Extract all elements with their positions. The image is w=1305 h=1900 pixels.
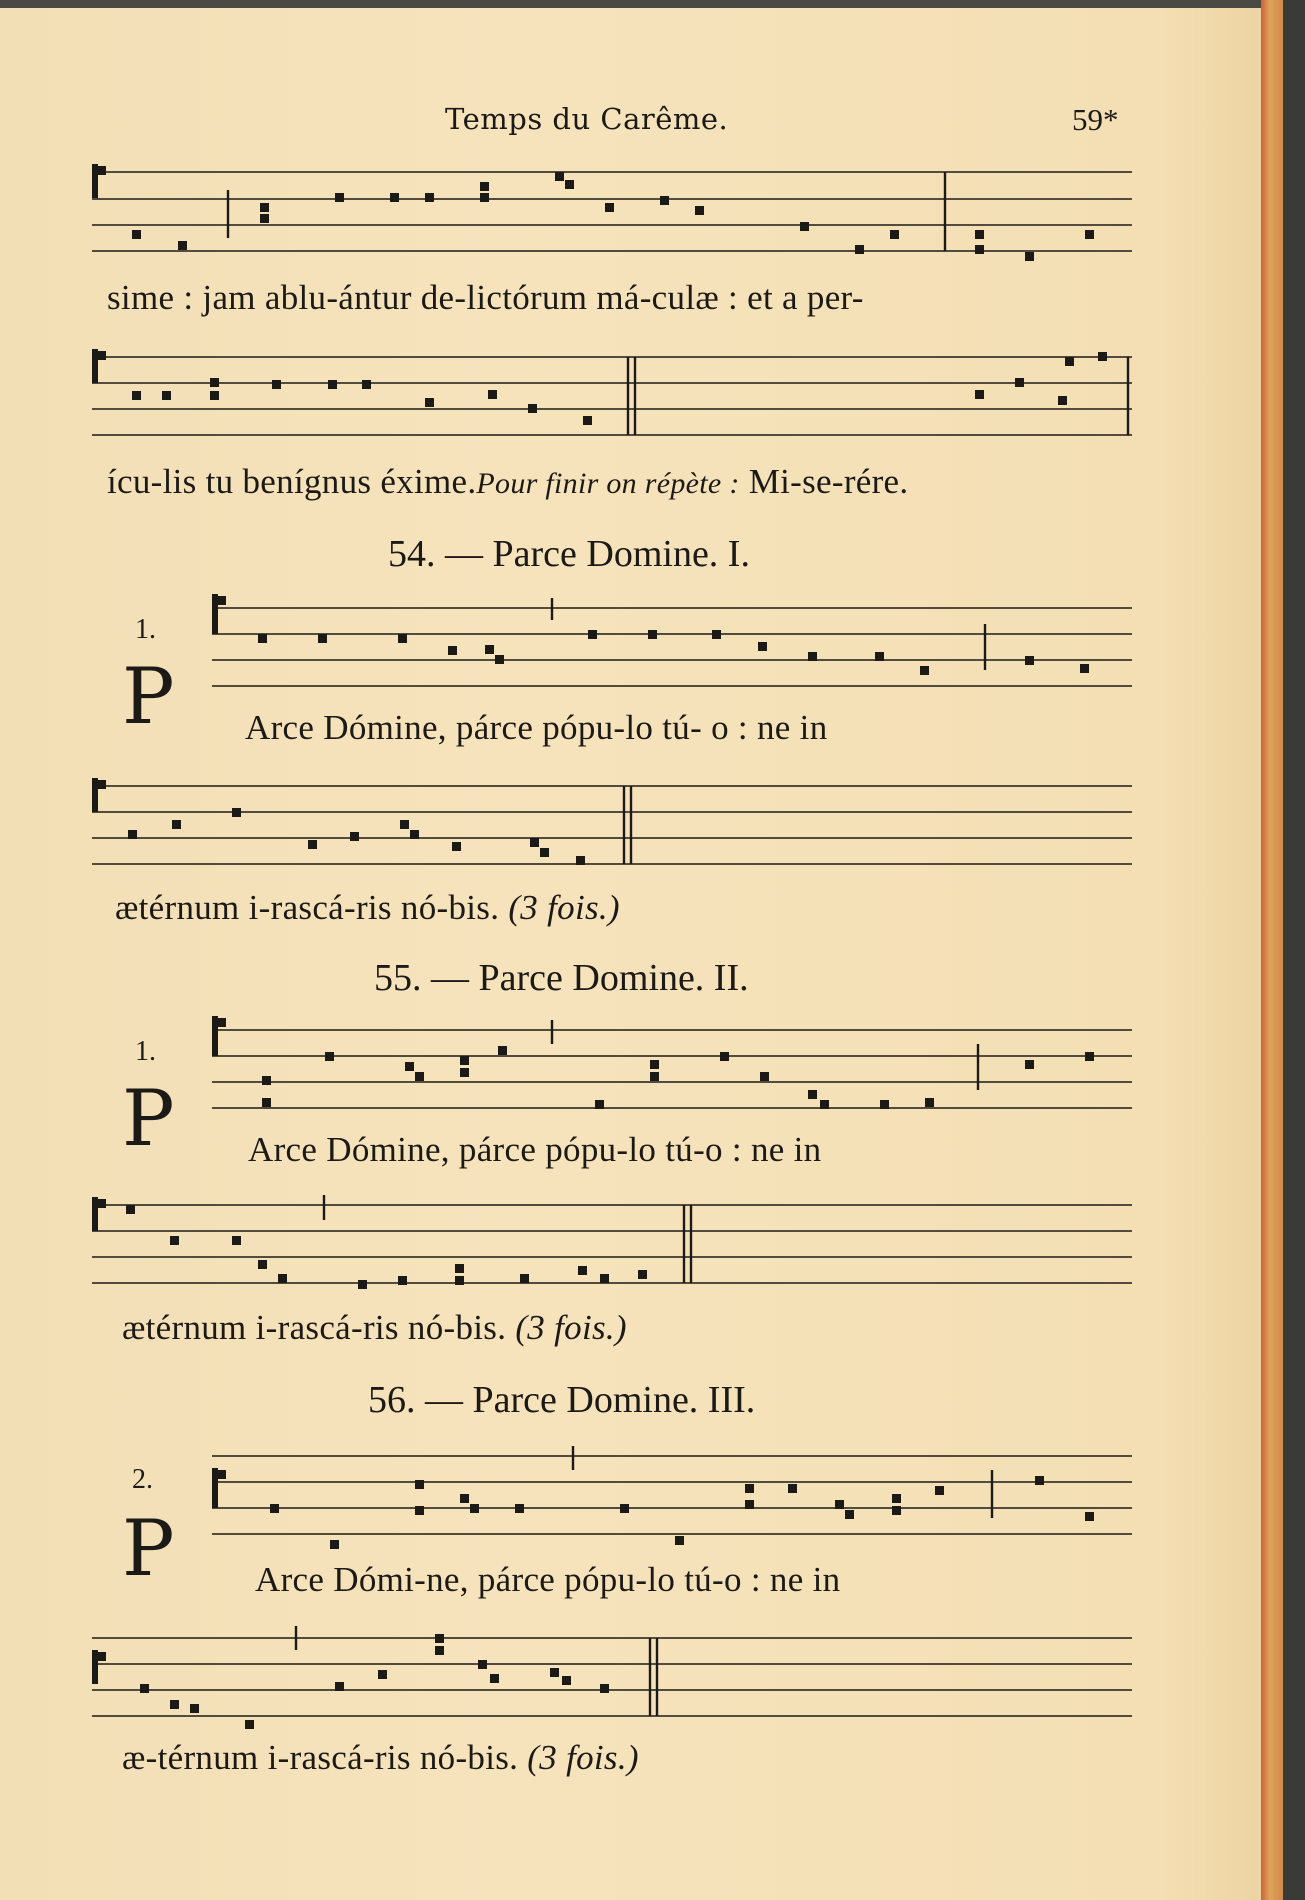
- rubric: (3 fois.): [515, 1308, 627, 1347]
- chant-54-initial: P: [122, 652, 175, 742]
- chant-54-lyric-2: [115, 888, 620, 928]
- chant-54-lyric-1: Arce Dómine, párce pópu-lo tú- o : ne in: [245, 708, 828, 747]
- chant-55-initial: P: [122, 1074, 175, 1164]
- chant-54-mode: 1.: [135, 614, 156, 645]
- lyric-main: ícu-lis tu benígnus éxime.: [107, 462, 477, 501]
- staff-lines: [92, 172, 1132, 1716]
- chant-56-mode: 2.: [132, 1464, 153, 1495]
- lyric-line-1: sime : jam ablu-ántur de-lictórum má-culæ : et a per-: [107, 278, 864, 317]
- lyric-main: æ-térnum i-rascá-ris nó-bis.: [122, 1738, 519, 1777]
- rubric: (3 fois.): [508, 888, 620, 927]
- neumes: [126, 172, 1107, 1729]
- chant-56-lyric-1: Arce Dómi-ne, párce pópu-lo tú-o : ne in: [255, 1560, 841, 1599]
- bar-lines: [228, 172, 1128, 1716]
- chant-56-lyric-2: [122, 1738, 639, 1778]
- lyric-line-2: [107, 462, 908, 502]
- lyric-end: Mi-se-rére.: [748, 462, 909, 501]
- chant-56-initial: P: [122, 1504, 175, 1594]
- chant-55-heading: 55. — Parce Domine. II.: [374, 957, 749, 999]
- header-title: Temps du Carême.: [445, 102, 729, 136]
- chant-55-mode: 1.: [135, 1036, 156, 1067]
- chant-56-heading: 56. — Parce Domine. III.: [368, 1379, 756, 1421]
- rubric: (3 fois.): [527, 1738, 639, 1777]
- rubric: Pour finir on répète :: [476, 467, 740, 500]
- lyric-main: ætérnum i-rascá-ris nó-bis.: [115, 888, 500, 927]
- page-number: 59*: [1072, 102, 1119, 137]
- chant-54-heading: 54. — Parce Domine. I.: [388, 533, 750, 575]
- lyric-main: ætérnum i-rascá-ris nó-bis.: [122, 1308, 507, 1347]
- chant-55-lyric-2: [122, 1308, 627, 1348]
- chant-55-lyric-1: Arce Dómine, párce pópu-lo tú-o : ne in: [248, 1130, 822, 1169]
